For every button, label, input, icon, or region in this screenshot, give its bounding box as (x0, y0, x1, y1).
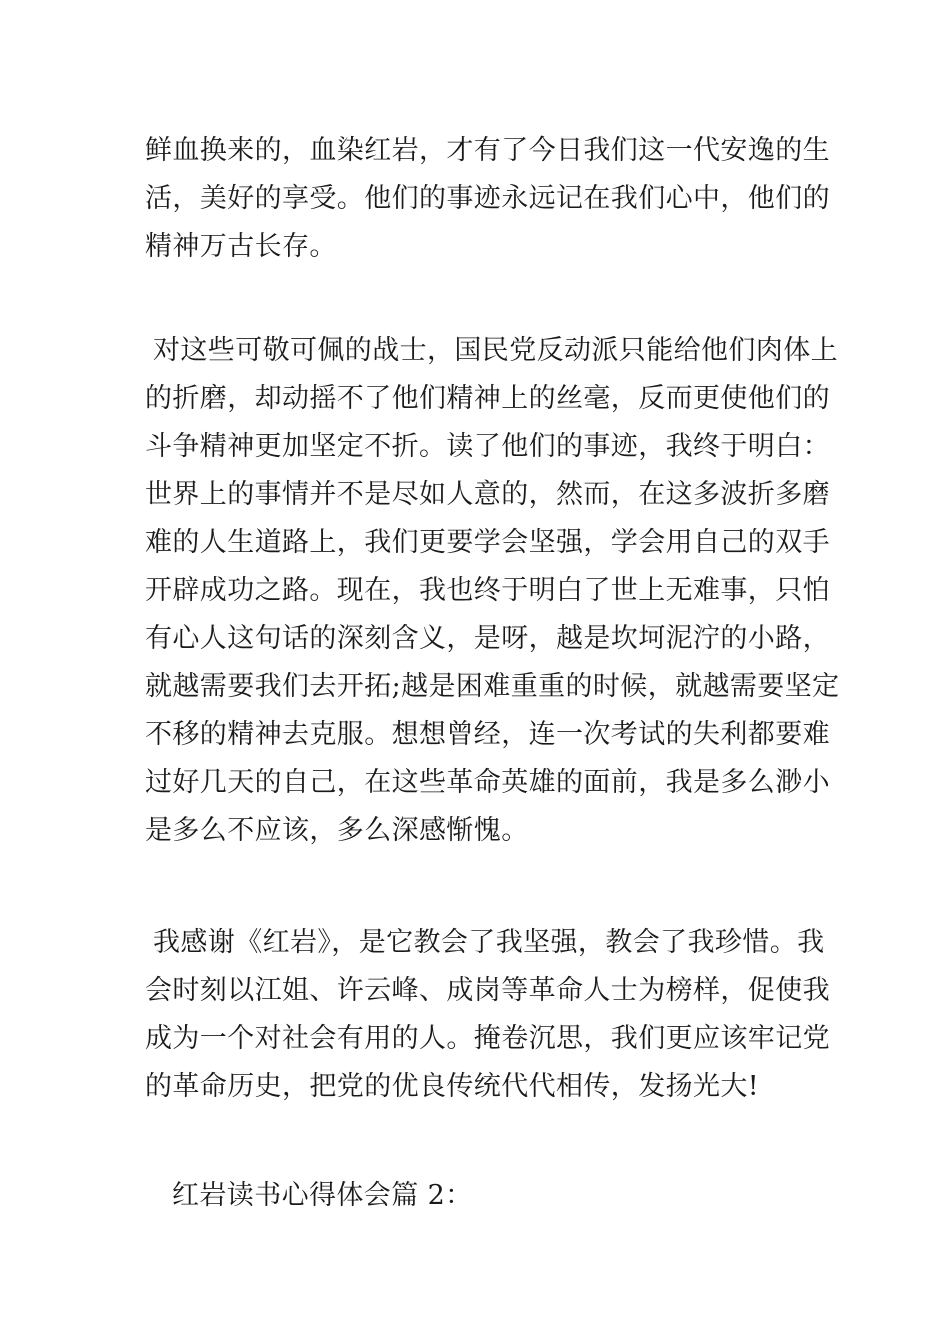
paragraph-line: 斗争精神更加坚定不折。读了他们的事迹，我终于明白： (145, 431, 830, 462)
paragraph-line: 我感谢《红岩》，是它教会了我坚强，教会了我珍惜。我 (153, 927, 825, 958)
paragraph-line: 活，美好的享受。他们的事迹永远记在我们心中，他们的 (145, 183, 830, 214)
paragraph-line: 精神万古长存。 (145, 231, 337, 262)
section-heading: 红岩读书心得体会篇 2： (172, 1180, 473, 1211)
paragraph-line: 会时刻以江姐、许云峰、成岗等革命人士为榜样，促使我 (145, 975, 830, 1006)
paragraph-line: 是多么不应该，多么深感惭愧。 (145, 815, 529, 846)
paragraph-line: 开辟成功之路。现在，我也终于明白了世上无难事，只怕 (145, 575, 830, 606)
paragraph-line: 过好几天的自己，在这些革命英雄的面前，我是多么渺小 (145, 767, 830, 798)
paragraph-line: 的革命历史，把党的优良传统代代相传，发扬光大! (145, 1071, 760, 1102)
paragraph-line: 世界上的事情并不是尽如人意的，然而，在这多波折多磨 (145, 479, 830, 510)
paragraph-line: 鲜血换来的，血染红岩，才有了今日我们这一代安逸的生 (145, 135, 830, 166)
paragraph-line: 难的人生道路上，我们更要学会坚强，学会用自己的双手 (145, 527, 830, 558)
paragraph-line: 对这些可敬可佩的战士，国民党反动派只能给他们肉体上 (153, 335, 838, 366)
paragraph-line: 就越需要我们去开拓;越是困难重重的时候，就越需要坚定 (145, 671, 840, 702)
paragraph-line: 的折磨，却动摇不了他们精神上的丝毫，反而更使他们的 (145, 383, 830, 414)
paragraph-line: 不移的精神去克服。想想曾经，连一次考试的失利都要难 (145, 719, 830, 750)
paragraph-line: 有心人这句话的深刻含义，是呀，越是坎坷泥泞的小路， (145, 623, 830, 654)
paragraph-line: 成为一个对社会有用的人。掩卷沉思，我们更应该牢记党 (145, 1023, 830, 1054)
